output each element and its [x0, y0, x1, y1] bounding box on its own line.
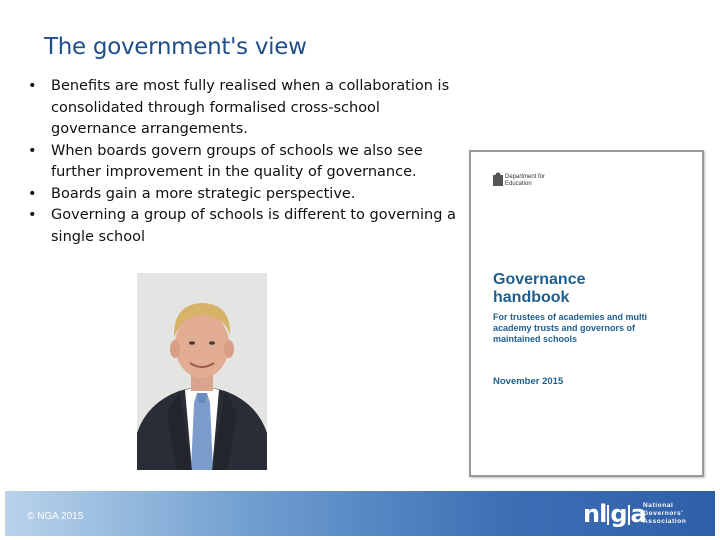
nga-logo: [583, 501, 646, 527]
copyright-text: © NGA 2015: [27, 511, 84, 522]
portrait-illustration: [137, 273, 267, 470]
logo-divider: [607, 505, 609, 525]
cover-title-line: handbook: [493, 289, 570, 306]
bullet-item: [24, 76, 464, 141]
department-label: Department for Education: [505, 174, 546, 187]
logo-letters: nl: [583, 500, 607, 528]
crest-icon: [491, 172, 505, 188]
bullet-text: Benefits are most fully realised when a collaboration is consolidated through formalised cross-school governance arrangements.: [51, 78, 450, 137]
logo-text-line: National: [643, 502, 674, 509]
bullet-text: Governing a group of schools is different to governing a single school: [51, 207, 456, 245]
nga-logo-text: [643, 502, 686, 526]
logo-divider: [628, 505, 630, 525]
cover-title-line: Governance: [493, 271, 586, 288]
logo-letters: g: [610, 500, 627, 528]
bullet-item: [24, 184, 464, 206]
governance-handbook-cover: [469, 150, 704, 477]
footer-bar: [5, 491, 715, 536]
slide-title: The government's view: [44, 34, 307, 60]
bullet-text: When boards govern groups of schools we also see further improvement in the quality of governance.: [51, 142, 423, 180]
logo-text-line: Governors': [643, 510, 684, 517]
logo-text-line: Association: [643, 518, 687, 525]
bullet-marker: •: [28, 142, 37, 159]
cover-subtitle: For trustees of academies and multi academy trusts and governors of maintained schools: [493, 312, 648, 344]
bullet-item: [24, 205, 464, 248]
bullet-text: Boards gain a more strategic perspective.: [51, 185, 356, 202]
portrait-photo: [137, 273, 267, 470]
cover-date: November 2015: [493, 376, 564, 387]
bullet-list: [24, 76, 464, 248]
bullet-marker: •: [28, 78, 37, 94]
bullet-marker: •: [28, 185, 37, 202]
bullet-marker: •: [28, 207, 37, 223]
bullet-item: [24, 141, 464, 184]
logo-letters: a: [630, 500, 646, 528]
cover-title: [493, 271, 673, 307]
